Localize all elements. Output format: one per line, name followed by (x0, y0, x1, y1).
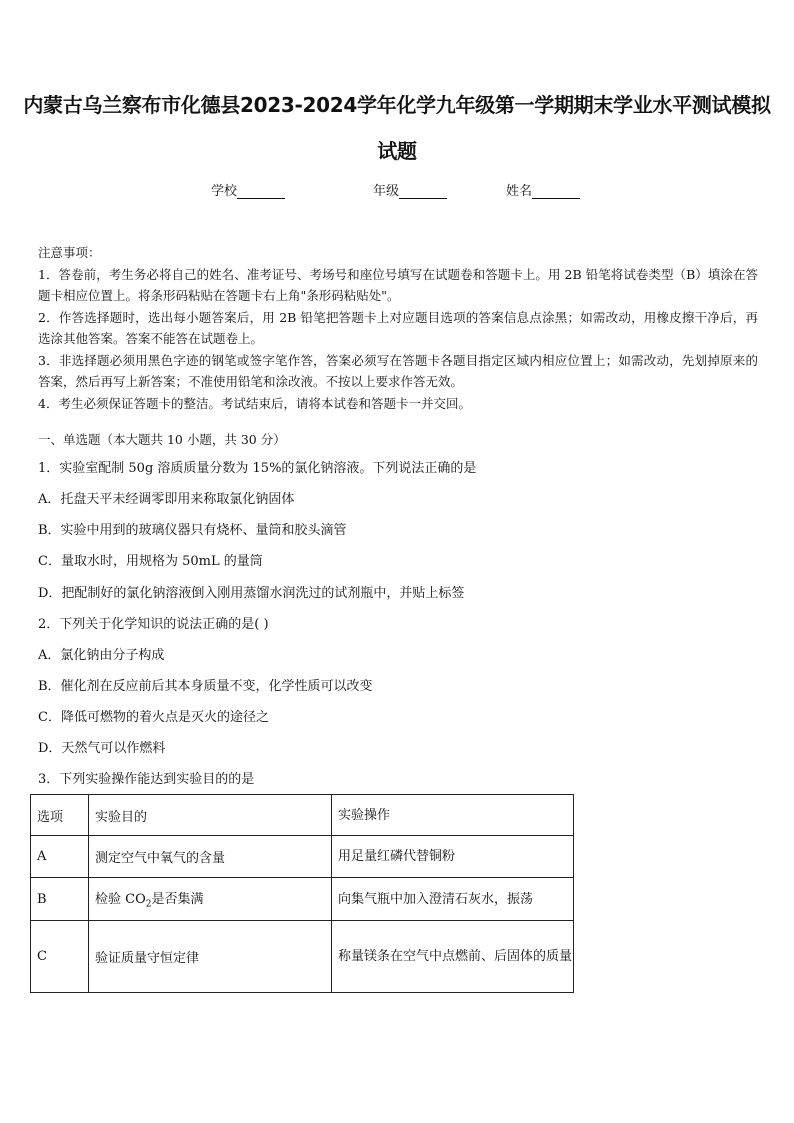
grade-field (373, 180, 447, 199)
row-operation: 用足量红磷代替铜粉 (332, 836, 574, 878)
title-line-1: 内蒙古乌兰察布市化德县2023-2024学年化学九年级第一学期期末学业水平测试模拟 (23, 93, 771, 117)
table-header-row (31, 795, 574, 836)
name-blank (532, 184, 580, 199)
question-2-option-d: D．天然气可以作燃料 (38, 741, 166, 756)
question-1-option-d: D．把配制好的氯化钠溶液倒入刚用蒸馏水润洗过的试剂瓶中，并贴上标签 (38, 586, 465, 601)
row-goal-text-end: 是否集满 (151, 892, 204, 908)
exam-title (20, 82, 774, 174)
row-goal-subscript: 2 (145, 899, 152, 910)
row-operation: 称量镁条在空气中点燃前、后固体的质量 (332, 921, 574, 993)
grade-label: 年级 (373, 184, 400, 199)
name-field (506, 180, 580, 199)
question-1-option-a: A．托盘天平未经调零即用来称取氯化钠固体 (38, 492, 295, 507)
note-item: 2．作答选择题时，选出每小题答案后，用 2B 铅笔把答题卡上对应题目选项的答案信息点涂黑；如需改动，用橡皮擦干净后，再选涂其他答案。答案不能答在试题卷上。 (38, 309, 758, 346)
notes-heading: 注意事项： (38, 245, 101, 260)
student-info-row (0, 180, 794, 202)
school-field (211, 180, 285, 199)
row-option: A (31, 836, 89, 878)
header-goal: 实验目的 (89, 795, 332, 836)
question-1-stem: 1．实验室配制 50g 溶质质量分数为 15%的氯化钠溶液。下列说法正确的是 (38, 461, 477, 476)
header-option: 选项 (31, 795, 89, 836)
question-1-option-b: B．实验中用到的玻璃仪器只有烧杯、量筒和胶头滴管 (38, 523, 347, 538)
row-operation: 向集气瓶中加入澄清石灰水，振荡 (332, 878, 574, 921)
school-label: 学校 (211, 184, 238, 199)
note-item: 4．考生必须保证答题卡的整洁。考试结束后，请将本试卷和答题卡一并交回。 (38, 395, 471, 411)
table-row (31, 921, 574, 993)
name-label: 姓名 (506, 184, 533, 199)
table-row (31, 878, 574, 921)
row-goal (89, 878, 332, 921)
row-option: C (31, 921, 89, 993)
note-item: 1．答卷前，考生务必将自己的姓名、准考证号、考场号和座位号填写在试题卷和答题卡上。用 2B 铅笔将试卷类型（B）填涂在答题卡相应位置上。将条形码粘贴在答题卡右上角"条形码粘贴处"。 (38, 266, 758, 303)
row-option: B (31, 878, 89, 921)
notes-block (38, 242, 758, 414)
question-2-option-a: A．氯化钠由分子构成 (38, 648, 165, 663)
table-row (31, 836, 574, 878)
school-blank (237, 184, 285, 199)
row-goal: 测定空气中氧气的含量 (89, 836, 332, 878)
row-goal: 验证质量守恒定律 (89, 921, 332, 993)
grade-blank (399, 184, 447, 199)
experiment-table (30, 794, 574, 993)
title-line-2: 试题 (377, 139, 417, 163)
question-2-option-c: C．降低可燃物的着火点是灭火的途径之 (38, 710, 269, 725)
question-3-stem: 3．下列实验操作能达到实验目的的是 (38, 772, 255, 787)
question-2-option-b: B．催化剂在反应前后其本身质量不变，化学性质可以改变 (38, 679, 373, 694)
question-2-stem: 2．下列关于化学知识的说法正确的是( ) (38, 617, 269, 632)
question-1-option-c: C．量取水时，用规格为 50mL 的量筒 (38, 554, 263, 569)
header-operation: 实验操作 (332, 795, 574, 836)
note-item: 3．非选择题必须用黑色字迹的钢笔或签字笔作答，答案必须写在答题卡各题目指定区域内相应位置上；如需改动，先划掉原来的答案，然后再写上新答案；不准使用铅笔和涂改液。不按以上要求作答无效。 (38, 352, 758, 389)
section-heading: 一、单选题（本大题共 10 小题，共 30 分） (38, 432, 286, 447)
row-goal-text: 检验 CO (95, 892, 146, 908)
